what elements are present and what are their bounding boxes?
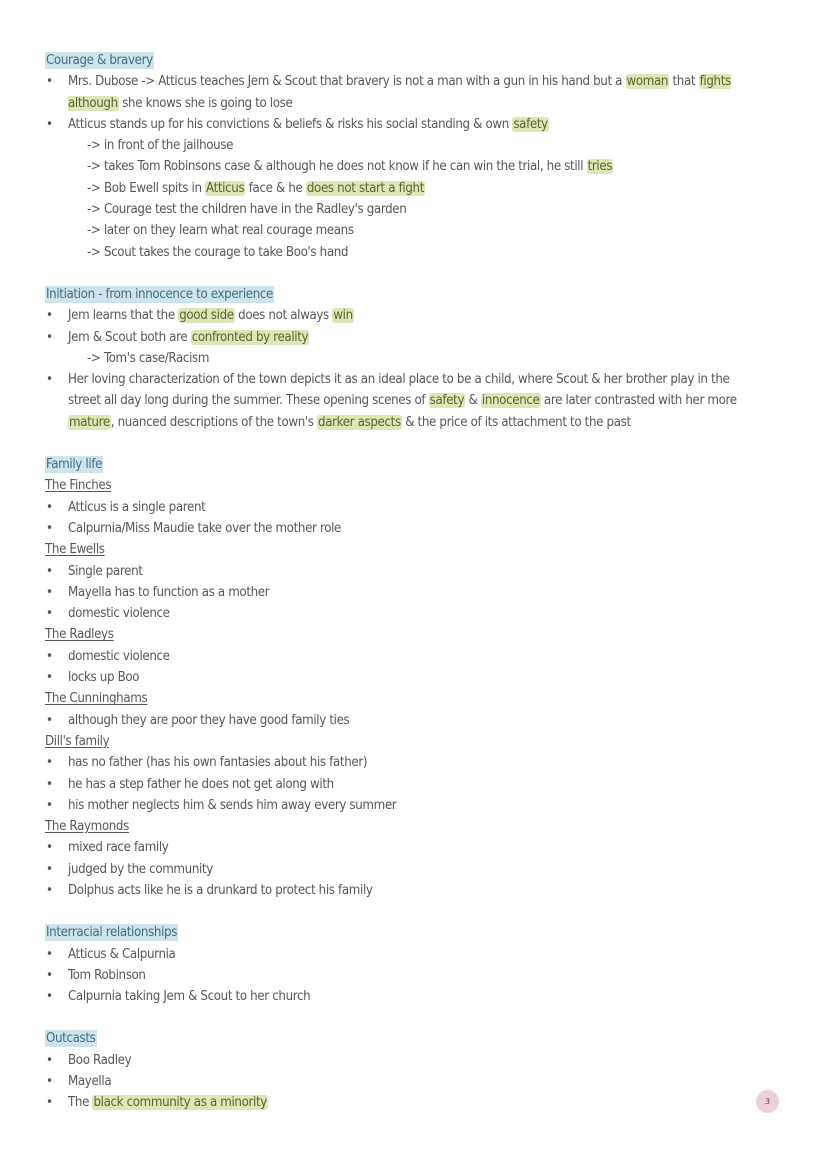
sub-item	[45, 178, 755, 199]
bullet-item	[45, 71, 755, 114]
page-number-badge: 3	[756, 1090, 779, 1113]
bullet-item: • mixed race family	[45, 837, 755, 858]
section-outcasts	[45, 1028, 755, 1113]
bullet-item	[45, 305, 755, 326]
subheading-cunninghams: The Cunninghams	[45, 691, 148, 707]
text: Her loving characterization of the town depicts it as an ideal place to be a child, where Scout & her brother play in the street all day long during the summer. These opening scenes of	[68, 372, 730, 409]
text: -> Bob Ewell spits in	[87, 180, 206, 196]
highlight: innocence	[481, 393, 540, 409]
section-heading: Courage & bravery	[46, 53, 153, 68]
sub-item: -> Tom's case/Racism	[87, 350, 210, 366]
sub-item: -> later on they learn what real courage means	[87, 223, 354, 239]
sub-item	[45, 156, 755, 177]
sub-item: -> in front of the jailhouse	[87, 138, 234, 154]
bullet-item: • Calpurnia taking Jem & Scout to her church	[45, 986, 755, 1007]
highlight: mature	[69, 414, 110, 430]
subheading-raymonds: The Raymonds	[45, 819, 129, 835]
bullet-item: • his mother neglects him & sends him away every summer	[45, 795, 755, 816]
highlight: Atticus	[206, 180, 245, 196]
section-heading: Initiation - from innocence to experience	[46, 286, 274, 302]
text: she knows she is going to lose	[118, 95, 293, 111]
highlight: woman	[626, 74, 669, 90]
text: Jem & Scout both are	[68, 329, 191, 345]
highlight: win	[333, 308, 353, 324]
bullet-item: • Calpurnia/Miss Maudie take over the mother role	[45, 518, 755, 539]
highlight: confronted by reality	[191, 329, 309, 345]
text: that	[669, 74, 699, 90]
sub-item: -> Courage test the children have in the Radley's garden	[87, 202, 407, 218]
bullet-item: • Single parent	[45, 561, 755, 582]
highlight: fights although	[68, 74, 731, 111]
text: &	[465, 393, 481, 409]
bullet-item: • Mayella has to function as a mother	[45, 582, 755, 603]
bullet-item: • he has a step father he does not get along with	[45, 774, 755, 795]
bullet-item: • has no father (has his own fantasies about his father)	[45, 752, 755, 773]
subheading-radleys: The Radleys	[45, 627, 114, 643]
section-heading: Outcasts	[46, 1031, 96, 1047]
bullet-item	[45, 114, 755, 135]
bullet-item	[45, 369, 755, 433]
text: , nuanced descriptions of the town's	[110, 414, 318, 430]
highlight: black community as a minority	[93, 1095, 267, 1111]
bullet-item: • Boo Radley	[45, 1050, 755, 1071]
bullet-item: • judged by the community	[45, 859, 755, 880]
sub-item: -> Scout takes the courage to take Boo's hand	[87, 244, 349, 260]
section-heading: Interracial relationships	[46, 925, 178, 941]
bullet-item	[45, 327, 755, 348]
text: -> takes Tom Robinsons case & although he does not know if he can win the trial, he still	[87, 159, 587, 175]
subheading-ewells: The Ewells	[45, 542, 105, 558]
bullet-item: • domestic violence	[45, 603, 755, 624]
text: face & he	[245, 180, 306, 196]
section-family	[45, 454, 755, 901]
text: Mrs. Dubose -> Atticus teaches Jem & Scout that bravery is not a man with a gun in his hand but a	[68, 74, 626, 90]
subheading-dill: Dill's family	[45, 733, 110, 749]
text: The	[68, 1095, 93, 1111]
bullet-item: • Atticus & Calpurnia	[45, 944, 755, 965]
section-initiation	[45, 284, 755, 433]
notes-content	[45, 50, 755, 1135]
bullet-item: • Tom Robinson	[45, 965, 755, 986]
highlight: darker aspects	[318, 414, 401, 430]
text: & the price of its attachment to the past	[401, 414, 631, 430]
bullet-item: • Atticus is a single parent	[45, 497, 755, 518]
text: are later contrasted with her more	[540, 393, 737, 409]
bullet-item	[45, 1092, 755, 1113]
bullet-item: • domestic violence	[45, 646, 755, 667]
text: does not always	[234, 308, 333, 324]
bullet-item: • although they are poor they have good family ties	[45, 710, 755, 731]
text: Atticus stands up for his convictions & beliefs & risks his social standing & own	[68, 116, 513, 132]
highlight: does not start a fight	[306, 180, 425, 196]
bullet-item: • Dolphus acts like he is a drunkard to protect his family	[45, 880, 755, 901]
section-courage	[45, 50, 755, 263]
highlight: good side	[179, 308, 234, 324]
highlight: tries	[587, 159, 613, 175]
bullet-item: • Mayella	[45, 1071, 755, 1092]
highlight: safety	[429, 393, 465, 409]
text: Jem learns that the	[68, 308, 179, 324]
bullet-item: • locks up Boo	[45, 667, 755, 688]
highlight: safety	[513, 116, 548, 132]
section-heading: Family life	[46, 457, 103, 473]
section-interracial	[45, 922, 755, 1007]
subheading-finches: The Finches	[45, 478, 112, 494]
